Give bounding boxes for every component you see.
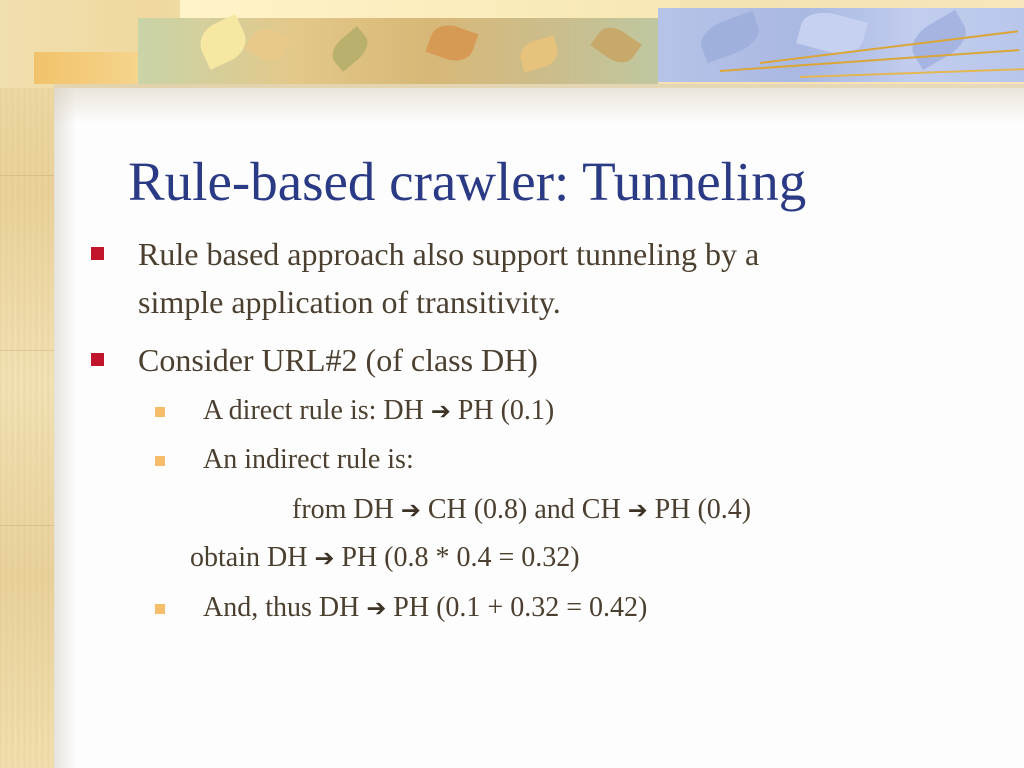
bullet-marker [91,353,104,366]
bullet-text: Rule based approach also support tunneling by a [138,236,760,272]
sub-bullet-marker [155,407,165,417]
bullet-text: Consider URL#2 (of class DH) [138,342,538,378]
rule-text: from DH [292,494,401,525]
right-arrow-icon: ➔ [314,544,335,572]
rule-text: PH (0.1) [450,395,555,426]
right-arrow-icon: ➔ [366,594,387,622]
rule-text: obtain DH [190,542,315,573]
rule-text: PH (0.8 * 0.4 = 0.32) [334,542,580,573]
bullet-marker [91,247,104,260]
sub-bullet-text [203,588,647,628]
rule-text: A direct rule is: DH [203,395,431,426]
slide-title: Rule-based crawler: Tunneling [128,151,807,212]
rule-detail-line [190,538,580,578]
rule-detail-line [292,490,751,530]
rule-text: CH (0.8) and CH [420,494,628,525]
sub-bullet-text: An indirect rule is: [203,444,414,475]
bullet-text-continued: simple application of transitivity. [138,284,561,320]
rule-text: And, thus DH [203,592,367,623]
rule-text: PH (0.4) [647,494,752,525]
right-arrow-icon: ➔ [400,496,421,524]
rule-text: PH (0.1 + 0.32 = 0.42) [386,592,648,623]
sub-bullet-marker [155,604,165,614]
sub-bullet-marker [155,456,165,466]
right-arrow-icon: ➔ [430,397,451,425]
right-arrow-icon: ➔ [627,496,648,524]
sub-bullet-text [203,391,554,431]
